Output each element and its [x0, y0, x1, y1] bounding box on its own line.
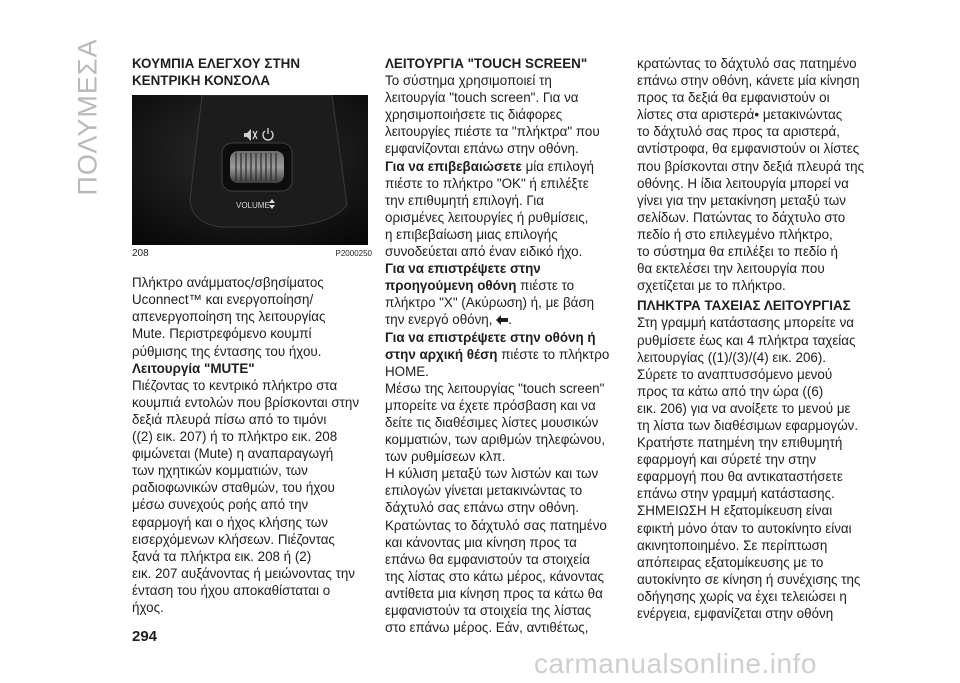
paragraph-swipe: κρατώντας το δάχτυλό σας πατημένο επάνω στην οθόνη, κάνετε μία κίνηση προς τα δεξιά θα εμφανιστούν οι λίστες στα αριστερά• μετακινώντας το δάχτυλό σας προς τα αριστερά, αντίστροφα, θα εμφανιστούν οι λίστες που βρίσκονται στην δεξιά πλευρά της οθόνης. Η ίδια λειτουργία μπορεί να γίνει για την μετακίνηση μεταξύ των σελίδων. Πατώντας το δάχτυλο στο πεδίο ή στο επιλεγμένο πλήκτρο, το σύστημα θα επιλέξει το πεδίο ή θα εκτελέσει την λειτουργία που σχετίζεται με το πλήκτρο. — [637, 56, 865, 294]
paragraph-mute-function: Πιέζοντας το κεντρικό πλήκτρο στα κουμπιά εντολών που βρίσκονται στην δεξιά πλευρά πίσω από το τιμόνι ((2) εικ. 207) ή το πλήκτρο εικ. 208 φιμώνεται (Mute) η αναπαραγωγή των ηχητικών κομματιών, των ραδιοφωνικών σταθμών, του ήχου μέσω συνεχούς ροής από την εφαρμογή και ο ήχος κλήσης των εισερχόμενων κλήσεων. Πιέζοντας ξανά τα πλήκτρα εικ. 208 ή (2) εικ. 207 αυξάνοντας ή μειώνοντας την ένταση του ήχου αποκαθίσταται ο ήχος. — [132, 377, 360, 615]
column-2 — [385, 55, 625, 636]
heading-quick-keys: ΠΛΗΚΤΡΑ ΤΑΧΕΙΑΣ ΛΕΙΤΟΥΡΓΙΑΣ — [637, 298, 851, 314]
paragraph-lists: Μέσω της λειτουργίας "touch screen" μπορείτε να έχετε πρόσβαση και να δείτε τις διαθέσιμες λίστες μουσικών κομματιών, των αριθμών τηλεφώνου, των ρυθμίσεων κλπ. — [385, 380, 606, 465]
paragraph-home — [385, 329, 625, 380]
page-number: 294 — [132, 628, 158, 645]
confirm-bold: Για να επιβεβαιώσετε — [385, 158, 522, 174]
column-3 — [637, 55, 877, 622]
column-1 — [132, 55, 372, 616]
paragraph-quick-keys: Στη γραμμή κατάστασης μπορείτε να ρυθμίσετε έως και 4 πλήκτρα ταχείας λειτουργίας ((1)/(3)/(4) εικ. 206). Σύρετε το αναπτυσσόμενο μενού προς τα κάτω από την ώρα ((6) εικ. 206) για να ανοίξετε το μενού με τη λίστα των διαθέσιμων εφαρμογών. Κρατήστε πατημένη την επιθυμητή εφαρμογή και σύρετέ την στην εφαρμογή που θα αντικαταστήσετε επάνω στην γραμμή κατάστασης. — [637, 315, 859, 502]
home-bold: Για να επιστρέψετε στην οθόνη ή στην αρχική θέση — [385, 329, 596, 362]
heading-console-controls: ΚΟΥΜΠΙΑ ΕΛΕΓΧΟΥ ΣΤΗΝ ΚΕΝΤΡΙΚΗ ΚΟΝΣΟΛΑ — [132, 56, 300, 89]
figure-number: 208 — [132, 248, 149, 260]
figure-caption — [132, 247, 372, 260]
heading-touch-screen: ΛΕΙΤΟΥΡΓΙΑ "TOUCH SCREEN" — [385, 56, 588, 71]
subheading-mute: Λειτουργία "MUTE" — [132, 360, 255, 376]
figure-208-photo — [132, 95, 368, 245]
previous-bold: Για να επιστρέψετε στην προηγούμενη οθόνη — [385, 261, 541, 294]
watermark: carmanualsonline.info — [534, 648, 817, 679]
back-arrow-icon — [496, 315, 508, 325]
previous-text: πιέστε το πλήκτρο "X" (Ακύρωση) ή, με βάση την ενεργό οθόνη, — [385, 278, 595, 328]
paragraph-power-mute: Πλήκτρο ανάμματος/σβησίματος Uconnect™ και ενεργοποίηση/ απενεργοποίηση της λειτουργίας Mute. Περιστρεφόμενο κουμπί ρύθμισης της έντασης του ήχου. — [132, 275, 326, 359]
section-tab — [68, 38, 108, 196]
paragraph-touch-intro: Το σύστημα χρησιμοποιεί τη λειτουργία "touch screen". Για να χρησιμοποιήσετε τις διάφορες λειτουργίες πιέστε τα "πλήκτρα" που εμφανίζονται επάνω στην οθόνη. — [385, 73, 600, 157]
paragraph-scrolling: Η κύλιση μεταξύ των λιστών και των επιλογών γίνεται μετακινώντας το δάχτυλό σας επάνω στην οθόνη. Κρατώντας το δάχτυλό σας πατημένο και κάνοντας μια κίνηση προς τα επάνω θα εμφανιστούν τα στοιχεία της λίστας στο κάτω μέρος, κάνοντας αντίθετα μια κίνηση προς τα κάτω θα εμφανιστούν τα στοιχεία της λίστας στο επάνω μέρος. Εάν, αντιθέτως, — [385, 466, 607, 636]
confirm-text: μία επιλογή πιέστε το πλήκτρο "OK" ή επιλέξτε την επιθυμητή επιλογή. Για ορισμένες λειτουργίες ή ρυθμίσεις, η επιβεβαίωση μιας επιλογής συνοδεύεται από έναν ειδικό ήχο. — [385, 158, 594, 260]
section-tab-label: ΠΟΛΥΜΕΣΑ — [72, 38, 103, 196]
paragraph-note: ΣΗΜΕΙΩΣΗ Η εξατομίκευση είναι εφικτή μόνο όταν το αυτοκίνητο είναι ακινητοποιημένο. Σε περίπτωση απόπειρας εξατομίκευσης με το αυτοκίνητο σε κίνηση ή συνέχισης της οδήγησης χωρίς να έχει τελειώσει η ενέργεια, εμφανίζεται στην οθόνη — [637, 503, 861, 621]
volume-label: VOLUME — [236, 201, 270, 211]
previous-end: . — [508, 312, 512, 328]
home-text: πιέστε το πλήκτρο HOME. — [385, 346, 610, 379]
paragraph-confirm — [385, 158, 625, 261]
paragraph-previous-screen — [385, 260, 625, 328]
figure-code: P2000250 — [335, 249, 372, 259]
